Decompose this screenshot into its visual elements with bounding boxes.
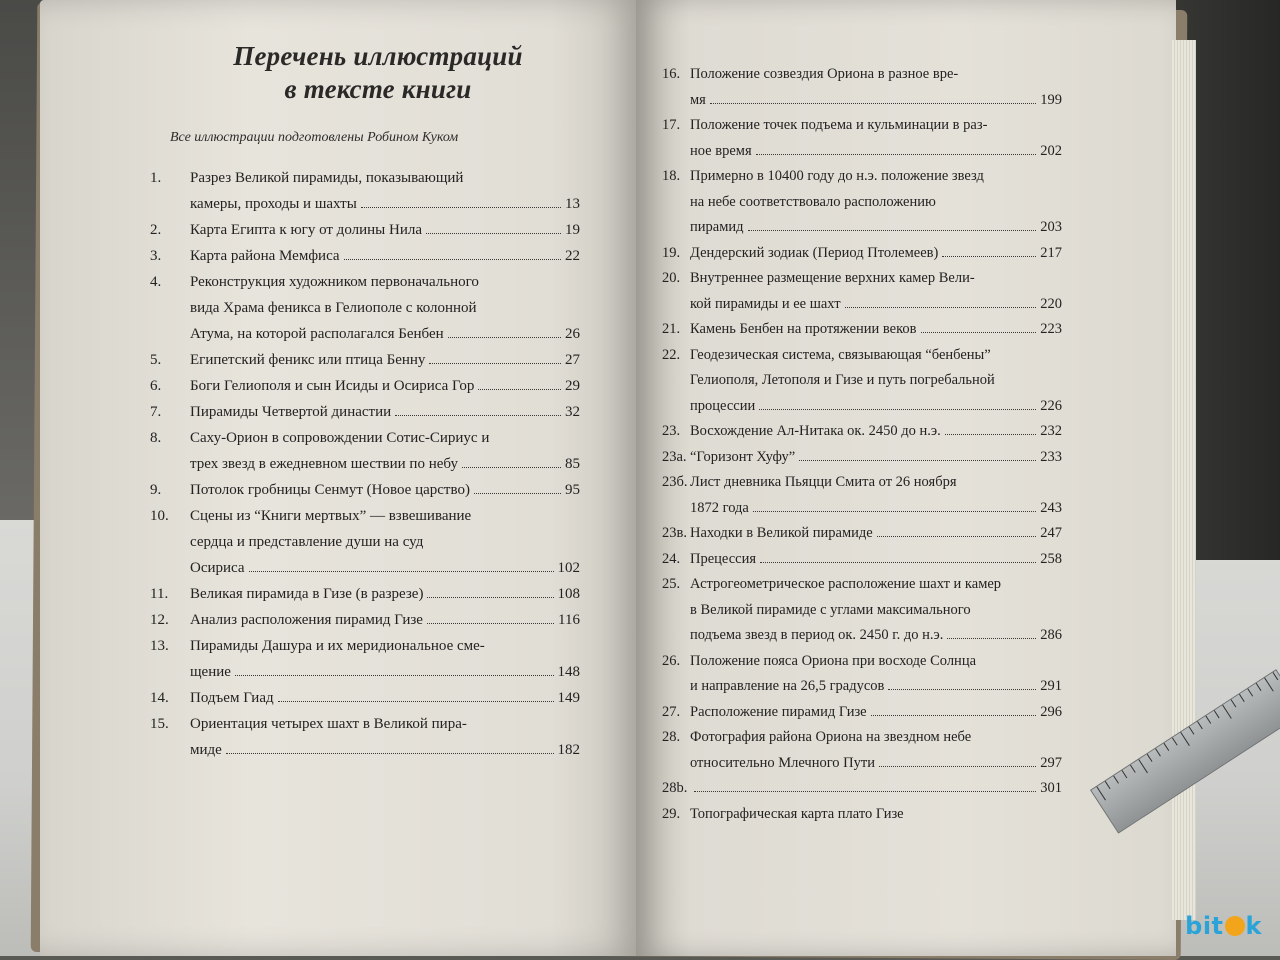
item-text: Саху-Орион в сопровождении Сотис-Сириус и (190, 430, 490, 446)
item-number: 18. (662, 168, 681, 184)
page-number: 148 (557, 664, 580, 680)
item-text: кой пирамиды и ее шахт (690, 295, 841, 312)
ruler-tick (1172, 737, 1178, 745)
item-text: 1872 года (690, 499, 749, 516)
list-item (662, 168, 1062, 245)
page-number: 85 (565, 456, 580, 472)
ruler-tick (1113, 776, 1119, 784)
ruler-tick (1273, 672, 1279, 680)
item-number: 6. (150, 378, 162, 394)
leader-dots (753, 511, 1036, 512)
logo-text-end: k (1245, 912, 1262, 940)
item-number: 12. (150, 612, 169, 628)
leader-dots (427, 597, 553, 598)
page-number: 301 (1040, 780, 1062, 796)
list-item (662, 806, 1062, 832)
item-text: Восхождение Ал-Нитака ок. 2450 до н.э. (690, 423, 941, 439)
leader-dots (760, 562, 1036, 563)
item-number: 27. (662, 703, 681, 720)
item-number: 10. (150, 508, 169, 524)
item-number: 20. (662, 270, 681, 286)
item-number: 19. (662, 244, 681, 261)
leader-dots (474, 493, 561, 494)
item-text: Карта района Мемфиса (190, 248, 340, 264)
leader-dots (877, 536, 1037, 537)
item-text: камеры, проходы и шахты (190, 196, 357, 212)
page-number: 220 (1040, 295, 1062, 312)
item-text: Фотография района Ориона на звездном небе (690, 729, 972, 745)
page-number: 26 (565, 326, 580, 342)
page-number: 32 (565, 404, 580, 420)
item-text: Положение созвездия Ориона в разное вре- (690, 66, 959, 82)
item-text: миде (190, 742, 222, 758)
item-text: Лист дневника Пьяцци Смита от 26 ноября (690, 474, 957, 490)
leader-dots (759, 409, 1036, 410)
leader-dots (427, 623, 554, 624)
leader-dots (845, 307, 1037, 308)
item-text: на небе соответствовало расположению (690, 193, 936, 210)
page-number: 291 (1040, 678, 1062, 694)
logo-mark-icon (1225, 916, 1245, 936)
page-number: 102 (557, 560, 580, 576)
leader-dots (879, 766, 1036, 767)
page-number: 29 (565, 378, 580, 394)
list-item (150, 222, 580, 248)
ruler-tick (1189, 727, 1195, 735)
logo-text-start: bit (1185, 912, 1224, 940)
leader-dots (448, 337, 561, 338)
leader-dots (756, 154, 1037, 155)
page-number: 116 (558, 612, 580, 628)
page-number: 95 (565, 482, 580, 498)
item-number: 25. (662, 576, 681, 592)
item-number: 8. (150, 430, 162, 446)
page-number: 27 (565, 352, 580, 368)
item-text: Геодезическая система, связывающая “бенбены” (690, 346, 991, 363)
list-item (662, 66, 1062, 117)
ruler-tick (1138, 759, 1148, 773)
list-item (150, 716, 580, 768)
item-text: Египетский феникс или птица Бенну (190, 352, 426, 368)
item-number: 24. (662, 550, 681, 567)
list-item (662, 576, 1062, 653)
list-item (662, 729, 1062, 780)
ruler-tick (1205, 716, 1211, 724)
item-text: Дендерский зодиак (Период Птолемеев) (690, 244, 939, 261)
item-text: Реконструкция художником первоначального (190, 274, 479, 290)
item-number: 28. (662, 729, 681, 745)
page-number: 223 (1040, 321, 1062, 337)
item-text: щение (190, 664, 231, 680)
item-number: 17. (662, 117, 681, 133)
item-text: Великая пирамида в Гизе (в разрезе) (190, 586, 424, 602)
left-page-content (150, 40, 580, 768)
item-text: процессии (690, 397, 756, 414)
ruler-tick (1096, 786, 1106, 800)
leader-dots (429, 363, 561, 364)
list-item (150, 508, 580, 586)
leader-dots (748, 230, 1037, 231)
list-item (150, 430, 580, 482)
list-item (150, 482, 580, 508)
item-number: 29. (662, 805, 681, 822)
ruler-tick (1222, 705, 1232, 719)
page-number: 226 (1040, 397, 1062, 414)
leader-dots (278, 701, 554, 702)
leader-dots (235, 675, 554, 676)
item-number: 14. (150, 690, 169, 706)
item-text: Камень Бенбен на протяжении веков (690, 321, 917, 337)
item-number: 9. (150, 482, 162, 498)
subtitle: Все иллюстрации подготовлены Робином Куком (170, 130, 459, 145)
page-number: 22 (565, 248, 580, 264)
list-item (662, 525, 1062, 551)
leader-dots (921, 332, 1037, 333)
ruler-tick (1122, 770, 1128, 778)
item-number: 16. (662, 66, 681, 82)
page-number: 217 (1040, 244, 1062, 261)
page-number: 296 (1040, 703, 1062, 720)
ruler-tick (1264, 678, 1274, 692)
page-number: 182 (557, 742, 580, 758)
item-number: 15. (150, 716, 169, 732)
item-text: Атума, на которой располагался Бенбен (190, 326, 444, 342)
list-item (662, 245, 1062, 271)
list-item (150, 170, 580, 222)
item-text: трех звезд в ежедневном шествии по небу (190, 456, 458, 472)
item-text: Гелиополя, Летополя и Гизе и путь погребальной (690, 372, 995, 388)
page-number: 13 (565, 196, 580, 212)
ruler-tick (1155, 748, 1161, 756)
leader-dots (799, 460, 1036, 461)
item-number: 21. (662, 321, 681, 337)
item-number: 13. (150, 638, 169, 654)
ruler-tick (1164, 743, 1170, 751)
page-title (176, 40, 580, 106)
leader-dots (945, 434, 1036, 435)
item-text: Ориентация четырех шахт в Великой пира- (190, 716, 467, 732)
ruler-tick (1231, 699, 1237, 707)
ruler-tick (1256, 683, 1262, 691)
leader-dots (947, 638, 1036, 639)
ruler-tick (1247, 688, 1253, 696)
leader-dots (888, 689, 1036, 690)
leader-dots (361, 207, 561, 208)
leader-dots (694, 791, 1036, 792)
item-text: пирамид (690, 219, 744, 235)
ruler-tick (1239, 694, 1245, 702)
item-text: Подъем Гиад (190, 690, 274, 706)
item-text: Боги Гелиополя и сын Исиды и Осириса Гор (190, 378, 475, 394)
list-item (662, 321, 1062, 347)
ruler-tick (1105, 781, 1111, 789)
ruler-tick (1214, 710, 1220, 718)
watermark-logo (1185, 912, 1262, 940)
item-number: 22. (662, 346, 681, 363)
page-number: 108 (557, 586, 580, 602)
item-text: Прецессия (690, 550, 757, 567)
item-number: 5. (150, 352, 162, 368)
list-item (662, 704, 1062, 730)
illustration-list-right (662, 66, 1062, 831)
page-number: 202 (1040, 142, 1062, 159)
page-number: 247 (1040, 525, 1062, 541)
item-text: Пирамиды Четвертой династии (190, 404, 392, 420)
list-item (150, 404, 580, 430)
page-number: 199 (1040, 91, 1062, 108)
list-item (662, 449, 1062, 475)
leader-dots (426, 233, 561, 234)
item-text: “Горизонт Хуфу” (690, 448, 796, 465)
list-item (150, 378, 580, 404)
item-text: Разрез Великой пирамиды, показывающий (190, 170, 464, 186)
item-number: 3. (150, 248, 162, 264)
item-text: Астрогеометрическое расположение шахт и камер (690, 576, 1002, 592)
item-text: Положение точек подъема и кульминации в раз- (690, 117, 988, 133)
list-item (662, 117, 1062, 168)
leader-dots (395, 415, 561, 416)
list-item (150, 248, 580, 274)
list-item (150, 274, 580, 352)
right-page-content (662, 66, 1062, 831)
list-item (662, 653, 1062, 704)
item-text: Анализ расположения пирамид Гизе (190, 612, 423, 628)
page-number: 19 (565, 222, 580, 238)
list-item (662, 780, 1062, 806)
leader-dots (710, 103, 1036, 104)
page-number: 243 (1040, 499, 1062, 516)
list-item (662, 551, 1062, 577)
page-number: 286 (1040, 627, 1062, 643)
leader-dots (462, 467, 561, 468)
item-text: Пирамиды Дашура и их меридиональное сме- (190, 638, 485, 654)
item-number: 28b. (662, 780, 688, 796)
item-number: 1. (150, 170, 162, 186)
item-text: Топографическая карта плато Гизе (690, 805, 904, 822)
title-line-2: в тексте книги (284, 74, 472, 104)
item-text: Находки в Великой пирамиде (690, 525, 873, 541)
item-number: 11. (150, 586, 169, 602)
item-text: и направление на 26,5 градусов (690, 678, 885, 694)
item-number: 2. (150, 222, 162, 238)
ruler-tick (1130, 765, 1136, 773)
leader-dots (344, 259, 561, 260)
item-number: 23. (662, 423, 681, 439)
ruler-tick (1147, 754, 1153, 762)
item-number: 23а. (662, 448, 687, 465)
illustration-list-left (150, 170, 580, 768)
list-item (662, 347, 1062, 424)
item-number: 7. (150, 404, 162, 420)
page-number: 233 (1040, 448, 1062, 465)
page-number: 149 (557, 690, 580, 706)
list-item (150, 690, 580, 716)
list-item (150, 638, 580, 690)
item-text: Примерно в 10400 году до н.э. положение звезд (690, 168, 984, 184)
page-number: 258 (1040, 550, 1062, 567)
item-text: относительно Млечного Пути (690, 754, 876, 771)
item-text: ное время (690, 142, 752, 159)
item-number: 26. (662, 652, 681, 669)
item-text: Внутреннее размещение верхних камер Вели- (690, 270, 975, 286)
list-item (662, 423, 1062, 449)
item-number: 23в. (662, 525, 687, 541)
title-line-1: Перечень иллюстраций (233, 41, 523, 71)
item-number: 23б. (662, 474, 688, 490)
list-item (662, 474, 1062, 525)
item-text: в Великой пирамиде с углами максимального (690, 601, 971, 618)
item-text: Сцены из “Книги мертвых” — взвешивание (190, 508, 472, 524)
leader-dots (226, 753, 554, 754)
item-text: сердца и представление души на суд (190, 534, 424, 550)
list-item (150, 612, 580, 638)
list-item (662, 270, 1062, 321)
item-number: 4. (150, 274, 162, 290)
item-text: Потолок гробницы Сенмут (Новое царство) (190, 482, 470, 498)
ruler-tick (1197, 721, 1203, 729)
item-text: Расположение пирамид Гизе (690, 703, 867, 720)
item-text: Положение пояса Ориона при восходе Солнца (690, 652, 977, 669)
item-text: подъема звезд в период ок. 2450 г. до н.э. (690, 627, 944, 643)
page-number: 232 (1040, 423, 1062, 439)
leader-dots (478, 389, 561, 390)
leader-dots (942, 256, 1036, 257)
item-text: мя (690, 91, 706, 108)
ruler-tick (1180, 732, 1190, 746)
item-text: вида Храма феникса в Гелиополе с колонной (190, 300, 477, 316)
list-item (150, 352, 580, 378)
page-number: 297 (1040, 754, 1062, 771)
list-item (150, 586, 580, 612)
leader-dots (249, 571, 554, 572)
leader-dots (871, 715, 1037, 716)
item-text: Осириса (190, 560, 245, 576)
page-number: 203 (1040, 219, 1062, 235)
item-text: Карта Египта к югу от долины Нила (190, 222, 422, 238)
